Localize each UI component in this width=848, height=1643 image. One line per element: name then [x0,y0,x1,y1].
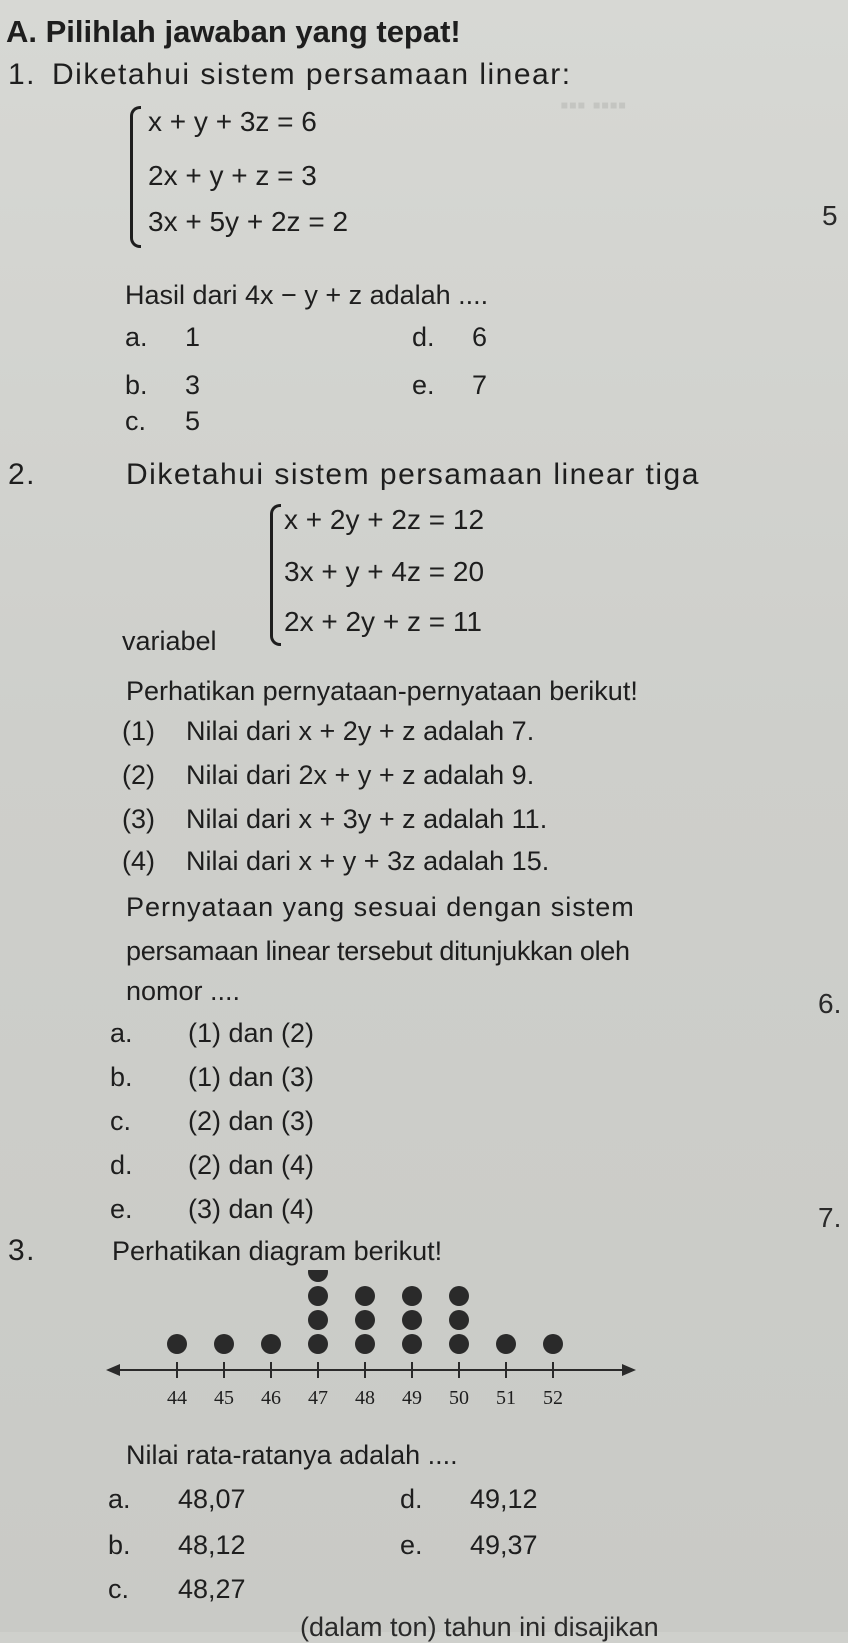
q1-option-e[interactable] [412,370,487,401]
margin-number-5: 5 [822,200,838,231]
option-text: 3 [185,370,201,400]
q1-option-d[interactable] [412,322,487,353]
left-arrow-icon [106,1364,120,1376]
tick-label: 47 [308,1387,328,1409]
option-text: 7 [472,370,488,400]
q2-option-d[interactable] [110,1150,314,1181]
q2-option-a[interactable] [110,1018,314,1049]
statement-number: (3) [122,804,155,834]
data-dot [402,1334,422,1354]
q2-instruction: Perhatikan pernyataan-pernyataan berikut! [126,676,638,706]
q1-equation-2: 2x + y + z = 3 [148,160,317,191]
right-arrow-icon [622,1364,636,1376]
q2-option-e[interactable] [110,1194,314,1225]
q1-equation-brace [130,106,141,248]
data-dot [308,1310,328,1330]
q2-option-c[interactable] [110,1106,314,1137]
q2-statement-2 [122,760,534,791]
q2-variabel-label: variabel [122,626,217,656]
q2-option-b[interactable] [110,1062,314,1093]
q3-option-d[interactable] [400,1484,538,1515]
tick-label: 46 [261,1387,281,1409]
option-letter: d. [412,322,435,352]
option-letter: e. [400,1530,423,1560]
data-dot [214,1334,234,1354]
data-dot [308,1286,328,1306]
dot-plot [100,1270,650,1420]
data-dot [167,1334,187,1354]
tick-label: 49 [402,1387,422,1409]
option-text: 48,12 [178,1530,246,1560]
option-text: (2) dan (4) [188,1150,315,1180]
data-dot [308,1270,328,1282]
tick-label: 51 [496,1387,516,1409]
q1-intro: Diketahui sistem persamaan linear: [52,58,572,91]
statement-number: (1) [122,716,155,746]
q1-equation-1: x + y + 3z = 6 [148,106,317,137]
data-dot [402,1286,422,1306]
q3-option-c[interactable] [108,1574,246,1605]
margin-number-6: 6. [818,988,842,1019]
tick-label: 45 [214,1387,234,1409]
q1-question: Hasil dari 4x − y + z adalah .... [125,280,489,310]
footer-partial-text: (dalam ton) tahun ini disajikan [300,1612,659,1642]
option-text: 49,37 [470,1530,538,1560]
option-text: 48,27 [178,1574,246,1604]
q2-intro: Diketahui sistem persamaan linear tiga [126,458,700,491]
dot-plot-tick-labels [167,1387,563,1409]
tick-label: 52 [543,1387,563,1409]
data-dot [402,1310,422,1330]
data-dot [355,1310,375,1330]
q3-option-b[interactable] [108,1530,246,1561]
q3-number: 3. [8,1234,37,1267]
q1-option-b[interactable] [125,370,200,401]
option-letter: a. [108,1484,131,1514]
option-text: 5 [185,406,201,436]
statement-number: (4) [122,846,155,876]
option-text: (2) dan (3) [188,1106,315,1136]
q1-option-c[interactable] [125,406,200,437]
q2-statement-1 [122,716,534,747]
q3-intro: Perhatikan diagram berikut! [112,1236,443,1266]
option-letter: a. [125,322,148,352]
option-letter: d. [400,1484,423,1514]
option-letter: b. [125,370,148,400]
q2-equation-1: x + 2y + 2z = 12 [284,504,485,535]
option-letter: c. [125,406,147,436]
statement-text: Nilai dari x + y + 3z adalah 15. [186,846,550,876]
tick-label: 48 [355,1387,375,1409]
tick-label: 44 [167,1387,187,1409]
q2-conclusion-line-2: persamaan linear tersebut ditunjukkan oleh [126,936,630,966]
data-dot [261,1334,281,1354]
statement-text: Nilai dari x + 2y + z adalah 7. [186,716,535,746]
q1-equation-3: 3x + 5y + 2z = 2 [148,206,349,237]
option-letter: c. [108,1574,130,1604]
option-letter: e. [412,370,435,400]
option-letter: b. [110,1062,133,1092]
dot-plot-dots [167,1270,563,1354]
option-text: (1) dan (3) [188,1062,315,1092]
option-letter: d. [110,1150,133,1180]
data-dot [355,1334,375,1354]
q2-equation-3: 2x + 2y + z = 11 [284,606,482,637]
option-text: (1) dan (2) [188,1018,315,1048]
q2-equation-brace [270,504,281,646]
data-dot [449,1334,469,1354]
q2-number: 2. [8,458,37,491]
q3-option-e[interactable] [400,1530,538,1561]
bleed-through-text: ▪▪▪ ▪▪▪▪ [560,92,627,119]
q3-question: Nilai rata-ratanya adalah .... [126,1440,458,1470]
statement-number: (2) [122,760,155,790]
q3-option-a[interactable] [108,1484,246,1515]
option-letter: c. [110,1106,132,1136]
q1-number: 1. [8,58,37,91]
data-dot [308,1334,328,1354]
section-title: A. Pilihlah jawaban yang tepat! [6,14,461,49]
option-text: 49,12 [470,1484,538,1514]
data-dot [449,1310,469,1330]
data-dot [496,1334,516,1354]
data-dot [355,1286,375,1306]
option-text: 48,07 [178,1484,246,1514]
option-text: 1 [185,322,201,352]
q2-statement-4 [122,846,549,877]
option-letter: a. [110,1018,133,1048]
option-text: 6 [472,322,488,352]
statement-text: Nilai dari x + 3y + z adalah 11. [186,804,548,834]
option-text: (3) dan (4) [188,1194,315,1224]
q2-conclusion-line-3: nomor .... [126,976,241,1006]
q2-conclusion-line-1: Pernyataan yang sesuai dengan sistem [126,892,635,922]
option-letter: b. [108,1530,131,1560]
margin-number-7: 7. [818,1202,842,1233]
q2-equation-2: 3x + y + 4z = 20 [284,556,485,587]
tick-label: 50 [449,1387,469,1409]
statement-text: Nilai dari 2x + y + z adalah 9. [186,760,535,790]
data-dot [449,1286,469,1306]
q1-option-a[interactable] [125,322,200,353]
q2-statement-3 [122,804,547,835]
option-letter: e. [110,1194,133,1224]
dot-plot-axis [106,1362,636,1378]
data-dot [543,1334,563,1354]
